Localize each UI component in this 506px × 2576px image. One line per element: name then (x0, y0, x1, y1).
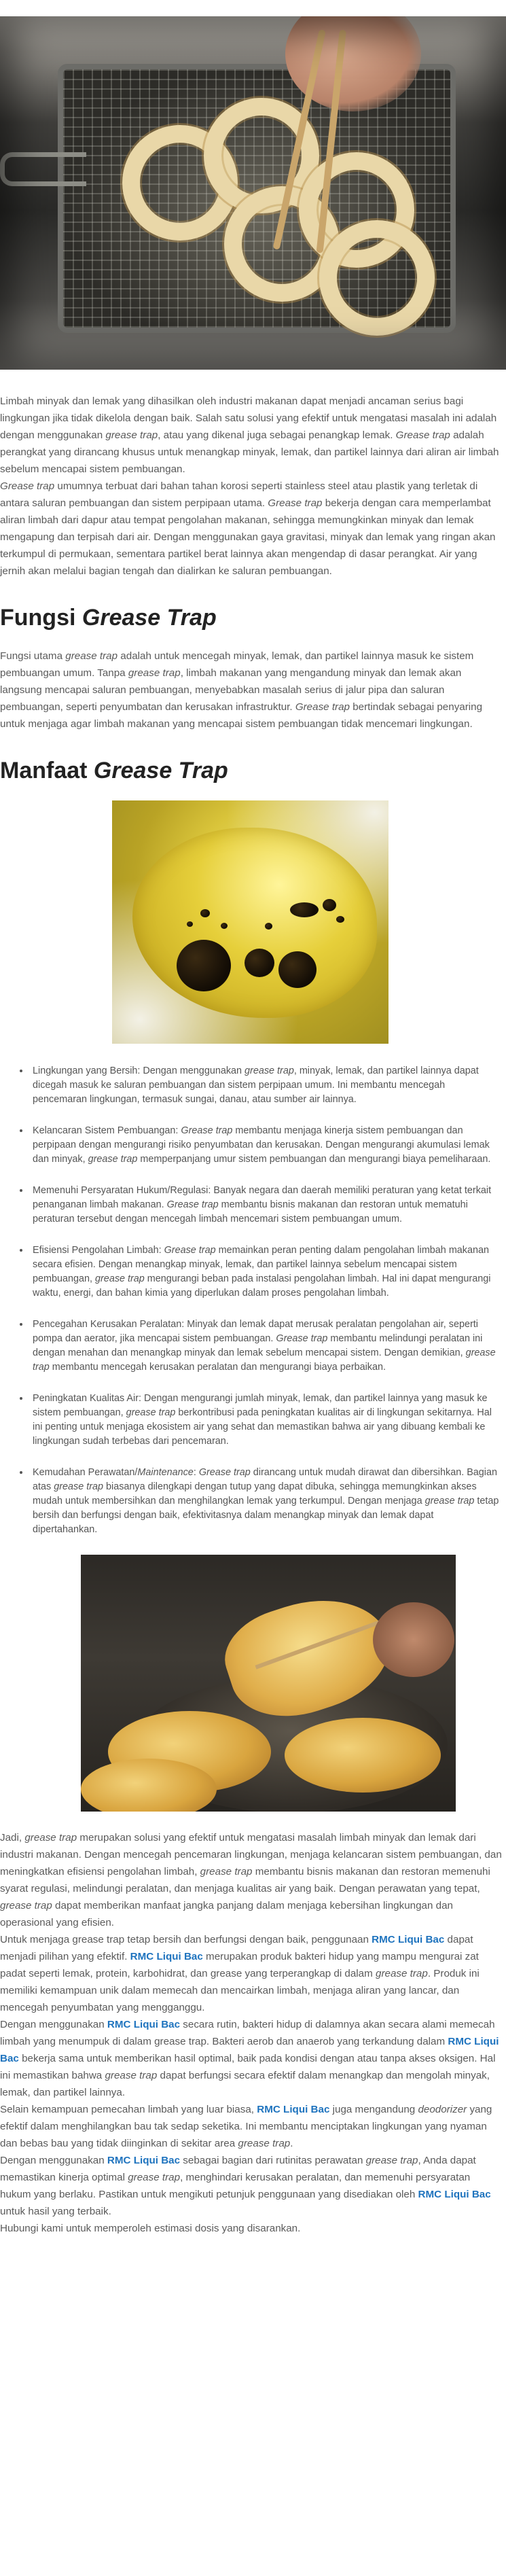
text-em: Grease trap (198, 1467, 251, 1478)
text: biasanya dilengkapi dengan tutup yang dapat dibuka, sehingga memungkinkan akses mudah untuk membersihkan dan menghilangkan lemak yang terkumpul. Dengan menjaga (33, 1481, 477, 1506)
rmc-liqui-bac-link[interactable]: RMC Liqui Bac (372, 1934, 445, 1945)
text: adalah untuk mencegah minyak, lemak, dan partikel lainnya masuk ke sistem pembuangan umum. Tanpa (0, 650, 474, 679)
text: dapat berfungsi secara efektif dalam menangkap dan mengolah minyak, lemak, dan partikel lainnya. (0, 2070, 490, 2098)
rmc-liqui-bac-link[interactable]: RMC Liqui Bac (418, 2189, 491, 2200)
heading-text: Manfaat (0, 758, 94, 783)
list-item (30, 1064, 499, 1107)
text: membantu mencegah kerusakan peralatan dan mengurangi biaya perbaikan. (49, 1362, 386, 1373)
text-em: grease trap (24, 1832, 77, 1843)
text: , limbah makanan yang mengandung minyak dan lemak akan langsung mencapai saluran pembuangan, menyebabkan masalah serius di jalur pipa dan saluran pembuangan, seperti penyumbatan dan kerusakan infrastruktur. (0, 667, 462, 713)
heading-text-em: Grease Trap (93, 758, 228, 783)
text-em: Grease trap (164, 1245, 216, 1256)
text: membantu bisnis makanan dan restoran memenuhi syarat regulasi, melindungi peralatan, dan menjaga kualitas air yang baik. Dengan perawatan yang tepat, (0, 1866, 490, 1894)
text: membantu melindungi peralatan ini dengan menahan dan menangkap minyak dan lemak sebelum mencapai sistem. Dengan demikian, (33, 1333, 483, 1358)
text: bekerja sama untuk memberikan hasil optimal, baik pada kondisi dengan atau tanpa akses oksigen. Hal ini memastikan bahwa (0, 2053, 496, 2081)
intro-paragraph-2 (0, 478, 502, 580)
list-item (30, 1243, 499, 1301)
list-item (30, 1466, 499, 1537)
text-em: grease trap (376, 1968, 428, 1979)
text-em: deodorizer (418, 2104, 467, 2115)
vinegar-drop (177, 940, 231, 991)
text: , menghindari kerusakan peralatan, dan memenuhi persyaratan hukum yang berlaku. Pastikan untuk mengikuti petunjuk penggunaan yang disediakan oleh (0, 2172, 471, 2200)
text: merupakan solusi yang efektif untuk mengatasi masalah limbah minyak dan lemak dari industri makanan. Dengan mencegah pencemaran lingkungan, menjaga kelancaran sistem pembuangan, dan meningkatkan efisiensi pengolahan limbah, (0, 1832, 502, 1877)
oil-and-vinegar-image (112, 800, 388, 1044)
text: Limbah minyak dan lemak yang dihasilkan oleh industri makanan dapat menjadi ancaman serius bagi lingkungan jika tidak dikelola dengan baik. Salah satu solusi yang efektif untuk mengatasi masalah ini adalah dengan menggunakan (0, 395, 497, 441)
text: berkontribusi pada peningkatan kualitas air di lingkungan sekitarnya. Hal ini penting untuk menjaga ekosistem air yang sehat dan memastikan bahwa air yang dibuang kembali ke lingkungan sudah terbebas dari pencemaran. (33, 1407, 492, 1447)
text-em: Grease trap (181, 1125, 233, 1136)
heading-fungsi (0, 604, 506, 631)
text: membantu menjaga kinerja sistem pembuangan dan perpipaan dengan mengurangi risiko penyumbatan dan kerusakan. Dengan mengurangi akumulasi lemak dan minyak, (33, 1125, 490, 1165)
text: Kelancaran Sistem Pembuangan: (33, 1125, 181, 1136)
text: umumnya terbuat dari bahan tahan korosi seperti stainless steel atau plastik yang terletak di antara saluran pembuangan dan sistem perpipaan utama. (0, 480, 478, 509)
text: Dengan menggunakan (0, 2019, 107, 2030)
heading-text: Fungsi (0, 605, 82, 631)
text: memperpanjang umur sistem pembuangan dan mengurangi biaya pemeliharaan. (137, 1154, 491, 1165)
text: Jadi, (0, 1832, 25, 1843)
heading-manfaat (0, 757, 506, 784)
text: Selain kemampuan pemecahan limbah yang luar biasa, (0, 2104, 257, 2115)
text: dapat menjadi pilihan yang efektif. (0, 1934, 473, 1962)
text: Peningkatan Kualitas Air: Dengan mengurangi jumlah minyak, lemak, dan partikel lainnya yang masuk ke sistem pembuangan, (33, 1393, 488, 1418)
fryer-basket-image (0, 16, 506, 370)
text: , Anda dapat memastikan kinerja optimal (0, 2155, 476, 2183)
text: : (193, 1467, 199, 1478)
text: sebagai bagian dari rutinitas perawatan (180, 2155, 366, 2166)
text-em: Grease trap (395, 429, 450, 441)
text: Lingkungan yang Bersih: Dengan menggunakan (33, 1065, 245, 1076)
text: bertindak sebagai penyaring untuk menjaga agar limbah makanan yang mencapai sistem pembuangan tidak mencemari lingkungan. (0, 701, 483, 730)
list-item (30, 1124, 499, 1167)
text: yang efektif dalam menghilangkan bau tak sedap seketika. Ini membantu menciptakan lingkungan yang nyaman dan bebas bau yang tidak diinginkan di sekitar area (0, 2104, 492, 2149)
liquibac-usage-paragraph (0, 2016, 502, 2101)
rmc-liqui-bac-link[interactable]: RMC Liqui Bac (257, 2104, 330, 2115)
text-em: grease trap (128, 667, 181, 679)
text: , minyak, lemak, dan partikel lainnya dapat dicegah masuk ke saluran pembuangan dan sistem perpipaan umum. Ini membantu mencegah pencemaran lingkungan, termasuk sungai, danau, atau sumber air lainnya. (33, 1065, 479, 1105)
list-item (30, 1318, 499, 1375)
heading-text-em: Grease Trap (82, 605, 217, 631)
text: untuk hasil yang terbaik. (0, 2206, 111, 2217)
text-em: grease trap (33, 1347, 496, 1373)
text-em: grease trap (200, 1866, 253, 1877)
text-em: grease trap (128, 2172, 181, 2183)
text: juga mengandung (329, 2104, 418, 2115)
text: Untuk menjaga grease trap tetap bersih dan berfungsi dengan baik, penggunaan (0, 1934, 372, 1945)
list-item (30, 1392, 499, 1449)
text: membantu bisnis makanan dan restoran untuk mematuhi peraturan tersebut dengan mencegah limbah mencemari sistem pembuangan umum. (33, 1199, 468, 1224)
text: tetap bersih dan berfungsi dengan baik, efektivitasnya dalam menangkap minyak dan lemak dapat dipertahankan. (33, 1496, 499, 1535)
text: adalah perangkat yang dirancang khusus untuk menangkap minyak, lemak, dan partikel lainnya dari aliran air limbah sebelum mencapai sistem pembuangan. (0, 429, 499, 475)
text-em: Maintenance (137, 1467, 194, 1478)
rmc-liqui-bac-link[interactable]: RMC Liqui Bac (107, 2155, 181, 2166)
vinegar-drop (336, 916, 344, 923)
list-item (30, 1184, 499, 1227)
rmc-liqui-bac-link[interactable]: RMC Liqui Bac (107, 2019, 181, 2030)
text-em: Grease trap (0, 480, 55, 492)
vinegar-drop (323, 899, 336, 911)
text-em: Grease trap (268, 497, 323, 509)
vinegar-drop (278, 951, 317, 988)
text: memainkan peran penting dalam pengolahan limbah makanan secara efisien. Dengan menangkap minyak, lemak, dan partikel lainnya sebelum mencapai sistem pembuangan, (33, 1245, 490, 1284)
text: dirancang untuk mudah dirawat dan dibersihkan. Bagian atas (33, 1467, 498, 1492)
crepe (285, 1718, 441, 1793)
text: Pencegahan Kerusakan Peralatan: Minyak dan lemak dapat merusak peralatan pengolahan air, seperti pompa dan aerator, jika mencapai sistem pembuangan. (33, 1319, 478, 1344)
text: Efisiensi Pengolahan Limbah: (33, 1245, 164, 1256)
text: . (290, 2138, 293, 2149)
text: secara rutin, bakteri hidup di dalamnya akan secara alami memecah limbah yang menumpuk di dalam grease trap. Bakteri aerob dan anaerob yang terkandung dalam (0, 2019, 495, 2047)
text: , atau yang dikenal juga sebagai penangkap lemak. (158, 429, 396, 441)
vinegar-drop (200, 909, 210, 917)
vinegar-drop (290, 902, 319, 917)
text: merupakan produk bakteri hidup yang mampu mengurai zat padat seperti lemak, protein, karbohidrat, dan grease yang terperangkap di dalam (0, 1951, 479, 1979)
text: Memenuhi Persyaratan Hukum/Regulasi: Banyak negara dan daerah memiliki peraturan yang ketat terkait penanganan limbah makanan. (33, 1185, 492, 1210)
text: dapat memberikan manfaat jangka panjang dalam menjaga kebersihan lingkungan dan operasional yang efisien. (0, 1900, 454, 1928)
text-em: grease trap (54, 1481, 103, 1492)
text: Kemudahan Perawatan/ (33, 1467, 138, 1478)
text-em: grease trap (0, 1900, 52, 1911)
text-em: Grease trap (276, 1333, 328, 1344)
text-em: grease trap (238, 2138, 291, 2149)
text-em: Grease trap (166, 1199, 219, 1210)
text-em: grease trap (365, 2155, 418, 2166)
contact-paragraph: Hubungi kami untuk memperoleh estimasi dosis yang disarankan. (0, 2223, 301, 2234)
text: mengurangi beban pada instalasi pengolahan limbah. Hal ini dapat mengurangi waktu, energi, dan bahan kimia yang diperlukan dalam proses pengolahan limbah. (33, 1273, 491, 1299)
conclusion-paragraph (0, 1829, 502, 1931)
image-vignette (0, 16, 506, 370)
text-em: Grease trap (295, 701, 350, 713)
text-em: grease trap (65, 650, 118, 662)
text: Fungsi utama (0, 650, 66, 662)
vinegar-drop (187, 921, 193, 927)
intro-paragraph (0, 393, 502, 478)
rmc-liqui-bac-link[interactable]: RMC Liqui Bac (0, 2036, 499, 2064)
vinegar-drop (221, 923, 228, 929)
rmc-liqui-bac-link[interactable]: RMC Liqui Bac (130, 1951, 203, 1962)
text: . Produk ini memiliki kemampuan unik dalam memecah dan mencairkan limbah, menjaga aliran yang lancar, dan mencegah penyumbatan yang mengganggu. (0, 1968, 480, 2013)
benefits-list (30, 1064, 499, 1537)
fungsi-paragraph (0, 648, 502, 733)
text-em: grease trap (424, 1496, 475, 1506)
text-em: grease trap (95, 1273, 145, 1284)
text: Dengan menggunakan (0, 2155, 107, 2166)
text-em: grease trap (126, 1407, 176, 1418)
text-em: grease trap (105, 2070, 158, 2081)
liquibac-paragraph (0, 1931, 502, 2016)
text-em: grease trap (88, 1154, 138, 1165)
maintenance-paragraph (0, 2152, 502, 2220)
deodorizer-paragraph (0, 2101, 502, 2152)
vinegar-drop (245, 949, 274, 977)
text-em: grease trap (245, 1065, 294, 1076)
text: bekerja dengan cara memperlambat aliran limbah dari dapur atau tempat pengolahan makanan, sehingga memungkinkan minyak dan lemak mengapung dan terpisah dari air. Dengan menggunakan gaya gravitasi, minyak dan lemak yang ringan akan terkumpul di permukaan, sementara partikel berat lainnya akan mengendap di dasar perangkat. Air yang jernih akan melalui bagian tengah dan dialirkan ke saluran pembuangan. (0, 497, 496, 577)
vinegar-drop (265, 923, 272, 930)
text-em: grease trap (105, 429, 158, 441)
crepe-cooking-image (81, 1555, 456, 1812)
hand (373, 1602, 454, 1677)
